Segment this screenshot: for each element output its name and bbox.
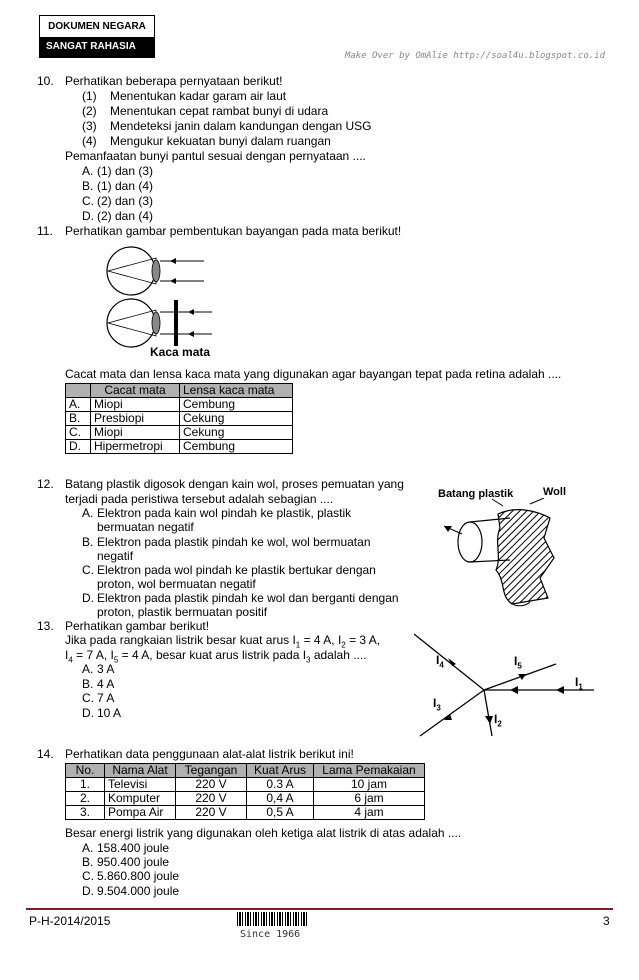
q13-number: 13.: [37, 619, 54, 633]
table-row: [66, 792, 425, 806]
table-cell: 10 jam: [314, 778, 425, 792]
q11-stem: Perhatikan gambar pembentukan bayangan pada mata berikut!: [65, 224, 402, 238]
q10-statement: Mendeteksi janin dalam kandungan dengan USG: [110, 119, 372, 133]
q12-option-text-cont: proton, wol bermuatan negatif: [97, 577, 256, 591]
q10-question: Pemanfaatan bunyi pantul sesuai dengan pernyataan ....: [65, 149, 366, 163]
table-header: [66, 384, 91, 398]
q10-option-letter: C.: [82, 194, 94, 208]
current-label-i5: [514, 654, 522, 673]
barcode-image: [237, 912, 307, 926]
current-junction-figure: [414, 628, 614, 738]
q10-statement-num: (4): [82, 134, 97, 148]
q10-statement-num: (1): [82, 89, 97, 103]
q12-option-text: Elektron pada wol pindah ke plastik bertukar dengan: [97, 563, 376, 577]
table-cell: 220 V: [176, 792, 247, 806]
q10-option-text: (1) dan (4): [97, 179, 154, 193]
label-subscript: 4: [439, 660, 444, 670]
table-header: Lama Pemakaian: [314, 764, 425, 778]
table-cell: Pompa Air: [105, 806, 176, 820]
q14-data-table: [65, 763, 425, 820]
table-cell: 6 jam: [314, 792, 425, 806]
q13-subscript: 1: [295, 640, 301, 650]
current-label-i1: [575, 675, 583, 694]
table-header: Lensa kaca mata: [180, 384, 293, 398]
q13-option-text: 10 A: [97, 706, 122, 720]
wool-label: Woll: [543, 486, 567, 498]
label-subscript: 3: [436, 703, 441, 713]
q11-question: Cacat mata dan lensa kaca mata yang digunakan agar bayangan tepat pada retina adalah ....: [65, 367, 562, 381]
q12-stem-line2: terjadi pada peristiwa tersebut adalah sebagian ....: [65, 492, 334, 506]
q12-option-letter: B.: [82, 535, 94, 549]
table-row: [66, 412, 293, 426]
q14-option-text: 9.504.000 joule: [97, 884, 180, 898]
q10-option-letter: D.: [82, 209, 94, 223]
table-cell: Komputer: [105, 792, 176, 806]
q10-statement: Menentukan kadar garam air laut: [110, 89, 287, 103]
q10-statement-num: (3): [82, 119, 97, 133]
table-cell: A.: [66, 398, 91, 412]
q13-subscript: 4: [68, 655, 73, 665]
page-number: 3: [603, 914, 610, 928]
label-text: I: [433, 696, 437, 710]
q13-option-letter: D.: [82, 706, 94, 720]
table-cell: 4 jam: [314, 806, 425, 820]
q12-option-text: Elektron pada plastik pindah ke wol dan berganti dengan: [97, 591, 399, 605]
footer-code: P-H-2014/2015: [29, 914, 111, 928]
table-cell: Cekung: [180, 412, 293, 426]
table-cell: 2.: [66, 792, 105, 806]
table-header-row: [66, 764, 425, 778]
table-header: Tegangan: [176, 764, 247, 778]
plastic-rod-label: Batang plastik: [438, 488, 514, 500]
table-cell: 0.3 A: [247, 778, 314, 792]
table-cell: Miopi: [91, 426, 180, 440]
q14-question: Besar energi listrik yang digunakan oleh ketiga alat listrik di atas adalah ....: [65, 826, 462, 840]
table-cell: Cembung: [180, 398, 293, 412]
current-label-i2: [494, 712, 502, 731]
table-cell: Miopi: [91, 398, 180, 412]
q13-text: = 4 A, I: [300, 633, 342, 647]
q13-option-text: 7 A: [97, 691, 115, 705]
q13-option-text: 4 A: [97, 677, 115, 691]
label-subscript: 1: [578, 682, 583, 692]
table-row: [66, 426, 293, 440]
makeover-credit: Make Over by OmAlie http://soal4u.blogspot.co.id: [344, 51, 605, 61]
table-cell: Cembung: [180, 440, 293, 454]
q12-option-text-cont: bermuatan negatif: [97, 520, 194, 534]
q13-option-letter: C.: [82, 691, 94, 705]
q14-option-letter: A.: [82, 841, 94, 855]
document-classification-badge: [39, 15, 155, 58]
table-row: [66, 778, 425, 792]
q14-number: 14.: [37, 747, 54, 761]
q12-option-text-cont: proton, plastik bermuatan positif: [97, 605, 268, 619]
footer-rule: [26, 908, 613, 910]
q13-option-letter: A.: [82, 662, 94, 676]
q14-option-text: 158.400 joule: [97, 841, 170, 855]
current-label-i3: [433, 696, 441, 715]
q10-stem: Perhatikan beberapa pernyataan berikut!: [65, 74, 283, 88]
q13-option-letter: B.: [82, 677, 94, 691]
q11-number: 11.: [37, 224, 53, 238]
label-text: I: [436, 653, 440, 667]
q13-text: = 3 A,: [345, 633, 381, 647]
q10-option-text: (1) dan (3): [97, 164, 154, 178]
table-row: [66, 398, 293, 412]
label-subscript: 2: [497, 719, 502, 729]
table-header: Nama Alat: [105, 764, 176, 778]
label-text: I: [575, 675, 579, 689]
q14-option-text: 950.400 joule: [97, 855, 170, 869]
q13-subscript: 2: [341, 640, 346, 650]
table-header: Cacat mata: [91, 384, 180, 398]
q10-statement-num: (2): [82, 104, 97, 118]
q12-number: 12.: [37, 477, 54, 491]
label-text: I: [514, 654, 518, 668]
table-row: [66, 440, 293, 454]
table-cell: Televisi: [105, 778, 176, 792]
table-cell: B.: [66, 412, 91, 426]
q13-subscript: 5: [113, 655, 119, 665]
badge-bottom-text: SANGAT RAHASIA: [40, 37, 154, 57]
q10-statement: Mengukur kekuatan bunyi dalam ruangan: [110, 134, 331, 148]
q13-stem: Perhatikan gambar berikut!: [65, 619, 210, 633]
q12-stem-line1: Batang plastik digosok dengan kain wol, proses pemuatan yang: [65, 477, 404, 491]
table-header-row: [66, 384, 293, 398]
table-header: Kuat Arus: [247, 764, 314, 778]
table-cell: 1.: [66, 778, 105, 792]
q12-option-letter: D.: [82, 591, 94, 605]
q13-text: Jika pada rangkaian listrik besar kuat arus I: [65, 633, 296, 647]
label-text: I: [494, 712, 498, 726]
q12-option-text-cont: negatif: [97, 549, 134, 563]
q13-option-text: 3 A: [97, 662, 115, 676]
q13-text: I: [65, 648, 69, 662]
q12-option-letter: A.: [82, 506, 94, 520]
label-subscript: 5: [517, 661, 522, 671]
q14-stem: Perhatikan data penggunaan alat-alat listrik berikut ini!: [65, 747, 354, 761]
table-cell: 3.: [66, 806, 105, 820]
current-label-i4: [436, 653, 444, 672]
glasses-label: Kaca mata: [150, 345, 211, 359]
q10-statement: Menentukan cepat rambat bunyi di udara: [110, 104, 329, 118]
q10-option-text: (2) dan (4): [97, 209, 154, 223]
table-cell: Cekung: [180, 426, 293, 440]
eye-image-formation-figure: [100, 245, 220, 360]
footer-since: Since 1966: [240, 929, 301, 940]
q12-option-letter: C.: [82, 563, 94, 577]
q13-text: adalah ....: [310, 648, 367, 662]
table-row: [66, 806, 425, 820]
q12-option-text: Elektron pada kain wol pindah ke plastik, plastik: [97, 506, 352, 520]
q13-text: = 7 A, I: [72, 648, 114, 662]
q10-option-letter: B.: [82, 179, 94, 193]
q13-text: = 4 A, besar kuat arus listrik pada I: [118, 648, 307, 662]
table-cell: Hipermetropi: [91, 440, 180, 454]
table-cell: Presbiopi: [91, 412, 180, 426]
q10-option-letter: A.: [82, 164, 94, 178]
plastic-rod-wool-figure: [440, 498, 580, 610]
badge-top-text: DOKUMEN NEGARA: [40, 16, 154, 37]
table-header: No.: [66, 764, 105, 778]
table-cell: C.: [66, 426, 91, 440]
table-cell: 220 V: [176, 806, 247, 820]
q10-number: 10.: [37, 74, 54, 88]
q14-option-letter: B.: [82, 855, 94, 869]
table-cell: 220 V: [176, 778, 247, 792]
q13-subscript: 3: [306, 655, 311, 665]
table-cell: D.: [66, 440, 91, 454]
q10-option-text: (2) dan (3): [97, 194, 154, 208]
q14-option-letter: D.: [82, 884, 94, 898]
table-cell: 0,4 A: [247, 792, 314, 806]
q12-option-text: Elektron pada plastik pindah ke wol, wol bermuatan: [97, 535, 371, 549]
q14-option-text: 5.860.800 joule: [97, 869, 180, 883]
q11-answer-table: [65, 383, 293, 454]
table-cell: 0,5 A: [247, 806, 314, 820]
q14-option-letter: C.: [82, 869, 94, 883]
